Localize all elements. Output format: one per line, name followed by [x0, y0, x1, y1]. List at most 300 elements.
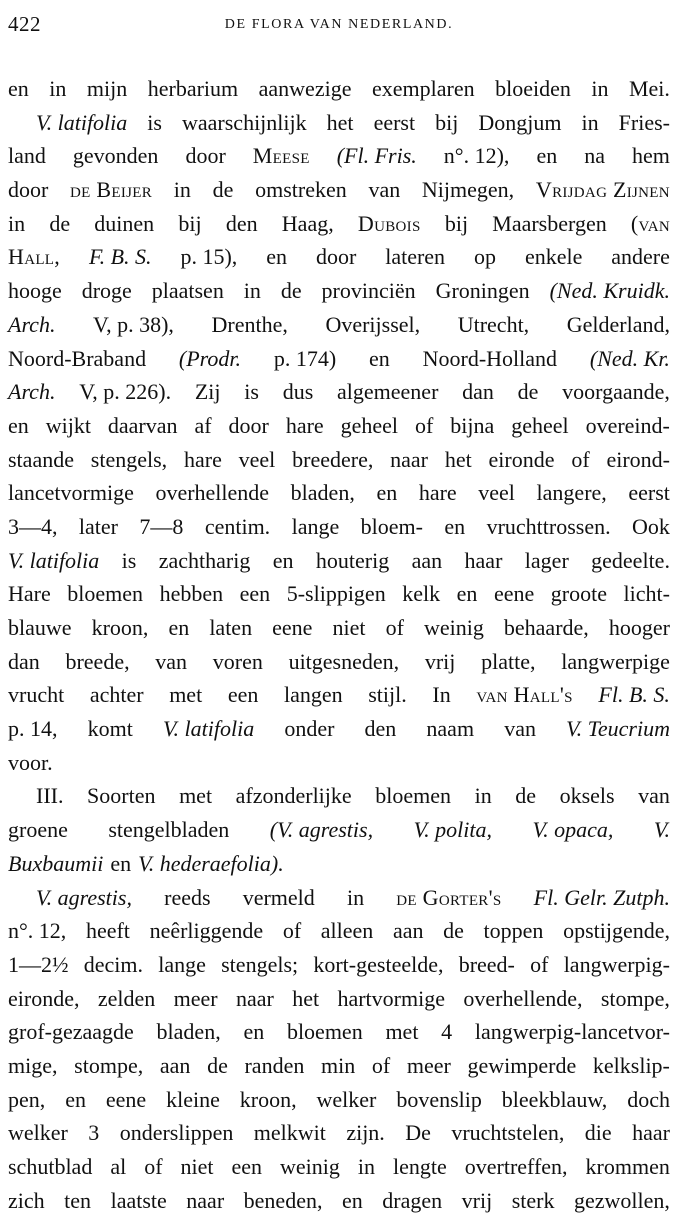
word: bovenslip: [396, 1086, 482, 1112]
word: weinig: [280, 1154, 340, 1179]
text-line: [8, 779, 670, 813]
word: 5-slippigen: [286, 581, 386, 607]
word: eerst: [628, 480, 670, 506]
word: Overijssel,: [325, 311, 421, 337]
word: eene: [105, 1086, 147, 1112]
word: den: [225, 210, 258, 236]
word: Meese: [252, 143, 310, 169]
word: vruchtstelen,: [451, 1120, 565, 1146]
word: Dubois: [357, 210, 421, 236]
word: overhellende,: [463, 985, 583, 1011]
word: ten: [64, 1187, 92, 1213]
word: veel: [478, 480, 515, 506]
word: Maarsbergen: [492, 210, 607, 236]
word: melkwit: [253, 1120, 326, 1146]
word: Hall,: [8, 244, 61, 270]
word: Ook: [632, 513, 670, 539]
word: platte,: [481, 648, 536, 674]
word: de: [49, 210, 71, 236]
body-text: [8, 72, 670, 1217]
word: of: [371, 1052, 391, 1078]
word: Dongjum: [478, 109, 562, 135]
text-line: [8, 274, 670, 308]
word: hare: [285, 412, 324, 438]
word: In: [432, 682, 451, 708]
word: land: [8, 143, 46, 169]
word: bleekblauw,: [501, 1086, 608, 1112]
word: De: [405, 1120, 431, 1146]
word: langwerpig-lancetvor-: [474, 1019, 670, 1045]
word: zijn.: [346, 1120, 385, 1146]
word: enkele: [524, 244, 583, 270]
word: later: [78, 513, 118, 539]
word: behaarde,: [503, 615, 589, 640]
word: en: [341, 1187, 363, 1213]
word: stengelbladen: [108, 817, 230, 843]
word: of: [282, 918, 302, 944]
word: haar: [632, 1120, 670, 1146]
word: hartvormige: [337, 985, 445, 1011]
word: breede,: [65, 648, 130, 674]
word: doch: [627, 1086, 670, 1112]
text-line: [8, 1184, 670, 1217]
word: reeds: [164, 884, 211, 910]
word: daarvan: [107, 412, 178, 438]
text-line: [8, 1083, 670, 1117]
word: de: [207, 1052, 228, 1078]
word: duinen: [94, 210, 155, 236]
word: en: [456, 581, 478, 607]
word: een: [239, 581, 271, 607]
text-line: [8, 106, 670, 140]
text-line: [8, 240, 670, 274]
word: welker: [316, 1086, 377, 1112]
word: bloemen: [375, 783, 452, 809]
word: krommen: [585, 1154, 670, 1179]
word: stompe,: [600, 985, 670, 1011]
text-line: [8, 443, 670, 477]
word: Fries-: [618, 109, 670, 135]
word: overhellende: [155, 480, 270, 506]
word: de Beijer: [70, 177, 153, 203]
word: V.: [653, 817, 670, 843]
word: bladen,: [156, 1019, 221, 1045]
word: lancetvormige: [8, 480, 134, 506]
text-line: [8, 611, 670, 645]
word: in: [8, 210, 26, 236]
text-line: [8, 510, 670, 544]
text-line: [8, 1116, 670, 1150]
word: en: [65, 1086, 86, 1112]
word: neêrliggende: [149, 918, 264, 944]
word: het: [292, 985, 320, 1011]
word: bloemen: [286, 1019, 363, 1045]
book-page: [8, 12, 670, 1217]
word: hare: [183, 446, 222, 472]
word: langwerpig-: [563, 951, 670, 977]
word: af: [194, 412, 212, 438]
word: is: [147, 109, 162, 135]
word: een: [231, 1154, 263, 1179]
word: op: [474, 244, 496, 270]
word: langwerpige: [561, 648, 670, 674]
word: kroon,: [239, 1086, 297, 1112]
word: kleine: [166, 1086, 220, 1112]
word: toppen: [483, 918, 544, 944]
word: V. polita,: [413, 817, 493, 843]
word: haar: [464, 547, 503, 573]
word: stengels;: [221, 951, 299, 977]
word: Buxbaumii: [8, 850, 104, 876]
word: voren: [212, 648, 263, 674]
word: Vrijdag Zijnen: [535, 177, 670, 203]
word: sterk: [511, 1187, 555, 1213]
text-line: [8, 678, 670, 712]
word: oksels: [559, 783, 615, 809]
word: is: [121, 547, 137, 573]
word: zelden: [97, 985, 156, 1011]
word: en: [243, 1019, 265, 1045]
text-line: [8, 746, 670, 780]
word: V. agrestis,: [36, 884, 132, 910]
word: onder: [284, 716, 335, 742]
word: eene: [272, 615, 313, 640]
word: p. 15),: [180, 244, 238, 270]
word: uitgesneden,: [288, 648, 400, 674]
word: V. hederaefolia).: [138, 850, 284, 876]
word: en: [536, 143, 558, 169]
word: lateren: [385, 244, 446, 270]
word: of: [144, 1154, 163, 1179]
word: hooger: [608, 615, 670, 640]
word: centim.: [204, 513, 271, 539]
word: Haag,: [281, 210, 334, 236]
word: en: [266, 244, 287, 270]
word: lengte: [392, 1154, 447, 1179]
word: groote: [550, 581, 607, 607]
word: 3—4,: [8, 513, 58, 539]
word: bij: [444, 210, 469, 236]
word: exemplaren: [371, 76, 475, 101]
word: vruchttrossen.: [486, 513, 611, 539]
word: opstijgende,: [563, 918, 670, 944]
text-line: [8, 1015, 670, 1049]
word: beneden,: [243, 1187, 323, 1213]
word: lange: [291, 513, 340, 539]
word: mige,: [8, 1052, 58, 1078]
word: en: [8, 412, 29, 438]
word: door: [8, 177, 49, 203]
word: kort-gesteelde,: [313, 951, 444, 977]
word: (Fl. Fris.: [336, 143, 417, 169]
word: bloeiden: [495, 76, 571, 101]
word: eironde,: [8, 985, 80, 1011]
word: die: [584, 1120, 612, 1146]
word: (V. agrestis,: [269, 817, 374, 843]
word: alleen: [320, 918, 374, 944]
word: hem: [632, 143, 670, 169]
word: 4: [441, 1019, 453, 1045]
word: p. 14,: [8, 716, 58, 742]
text-line: [8, 1049, 670, 1083]
word: veel: [238, 446, 276, 472]
word: komt: [87, 716, 133, 742]
word: Nijmegen,: [421, 177, 515, 203]
word: aan: [159, 1052, 191, 1078]
word: p. 174): [273, 345, 337, 371]
text-line: [8, 476, 670, 510]
word: breedere,: [292, 446, 374, 472]
word: den: [364, 716, 397, 742]
word: hebben: [159, 581, 224, 607]
word: gewimperde: [467, 1052, 577, 1078]
word: groene: [8, 817, 68, 843]
word: van: [504, 716, 536, 742]
word: herbarium: [147, 76, 239, 101]
word: licht-: [623, 581, 670, 607]
page-number: 422: [8, 12, 41, 36]
text-line: [8, 308, 670, 342]
word: hare: [418, 480, 457, 506]
word: kelk: [402, 581, 441, 607]
word: n°. 12,: [8, 918, 67, 944]
word: staande: [8, 446, 74, 472]
word: of: [571, 446, 590, 472]
text-line: [8, 173, 670, 207]
word: onderslippen: [119, 1120, 234, 1146]
text-line: [8, 813, 670, 847]
word: (Ned. Kruidk.: [549, 278, 670, 304]
word: meer: [406, 1052, 451, 1078]
word: Zij: [194, 379, 221, 405]
word: bloemen: [67, 581, 144, 607]
text-line: [8, 1150, 670, 1184]
word: een: [227, 682, 259, 708]
word: vrij: [461, 1187, 493, 1213]
word: in: [243, 278, 261, 304]
word: zachtharig: [158, 547, 251, 573]
word: droge: [81, 278, 132, 304]
word: voorgaande,: [562, 379, 670, 405]
word: V. latifolia: [8, 547, 100, 573]
word: aan: [411, 547, 443, 573]
word: de: [443, 918, 464, 944]
word: al: [110, 1154, 127, 1179]
word: achter: [89, 682, 144, 708]
running-title: DE FLORA VAN NEDERLAND.: [224, 17, 454, 32]
word: laten: [209, 615, 253, 640]
word: vrucht: [8, 682, 65, 708]
word: bijna: [450, 412, 495, 438]
word: eene: [493, 581, 535, 607]
word: Groningen: [435, 278, 530, 304]
word: weinig: [423, 615, 484, 640]
word: III.: [36, 783, 64, 809]
word: houterig: [315, 547, 390, 573]
word: lager: [524, 547, 569, 573]
word: overeind-: [585, 412, 670, 438]
word: de: [515, 783, 537, 809]
word: gedeelte.: [591, 547, 670, 573]
word: de: [280, 278, 302, 304]
text-line: [8, 72, 670, 106]
word: Gelderland,: [566, 311, 670, 337]
text-line: [8, 139, 670, 173]
word: van: [368, 177, 401, 203]
word: algemeener: [337, 379, 439, 405]
word: bij: [435, 109, 459, 135]
word: gevonden: [72, 143, 159, 169]
text-line: [8, 914, 670, 948]
word: blauwe: [8, 615, 72, 640]
word: hooge: [8, 278, 62, 304]
word: schutblad: [8, 1154, 93, 1179]
word: niet: [180, 1154, 214, 1179]
word: of: [414, 412, 434, 438]
word: dan: [8, 648, 40, 674]
word: en: [369, 345, 390, 371]
word: na: [584, 143, 605, 169]
word: eirond-: [606, 446, 670, 472]
word: met: [179, 783, 213, 809]
word: de Gorter's: [396, 884, 502, 910]
word: n°. 12),: [443, 143, 510, 169]
word: (van: [630, 210, 670, 236]
word: welker: [8, 1120, 68, 1146]
word: V. opaca,: [532, 817, 614, 843]
word: decim.: [83, 951, 143, 977]
word: mijn: [86, 76, 128, 101]
text-line: [8, 982, 670, 1016]
word: 3: [88, 1120, 100, 1146]
word: bladen,: [290, 480, 355, 506]
word: Utrecht,: [457, 311, 530, 337]
word: vermeld: [242, 884, 315, 910]
word: door: [185, 143, 226, 169]
word: afzonderlijke: [235, 783, 352, 809]
text-line: [8, 544, 670, 578]
word: in: [173, 177, 191, 203]
word: het: [326, 109, 354, 135]
word: stengels,: [90, 446, 168, 472]
word: V. Teucrium: [566, 716, 670, 742]
word: de: [517, 379, 539, 405]
word: laatste: [110, 1187, 167, 1213]
word: dragen: [382, 1187, 443, 1213]
word: aanwezige: [258, 76, 352, 101]
word: overtreffen,: [464, 1154, 568, 1179]
text-line: [8, 645, 670, 679]
word: F. B. S.: [88, 244, 152, 270]
word: eironde: [488, 446, 555, 472]
word: aan: [392, 918, 424, 944]
text-line: [8, 577, 670, 611]
word: bloem-: [360, 513, 423, 539]
word: en: [168, 615, 190, 640]
word: Drenthe,: [211, 311, 288, 337]
word: door: [228, 412, 269, 438]
word: dus: [282, 379, 314, 405]
word: in: [49, 76, 67, 101]
word: van: [638, 783, 670, 809]
word: plaatsen: [151, 278, 224, 304]
word: stompe,: [74, 1052, 144, 1078]
word: lange: [158, 951, 206, 977]
text-line: [8, 948, 670, 982]
word: of: [530, 951, 549, 977]
word: stijl.: [368, 682, 407, 708]
word: eerst: [373, 109, 416, 135]
word: grof-gezaagde: [8, 1019, 134, 1045]
word: min: [321, 1052, 356, 1078]
word: V, p. 226).: [79, 379, 172, 405]
word: meer: [173, 985, 218, 1011]
word: provinciën: [321, 278, 416, 304]
word: Noord-Holland: [422, 345, 558, 371]
word: door: [315, 244, 357, 270]
text-line: [8, 409, 670, 443]
word: pen,: [8, 1086, 46, 1112]
word: Noord-Braband: [8, 345, 147, 371]
word: Soorten: [87, 783, 156, 809]
word: 7—8: [139, 513, 184, 539]
word: naam: [426, 716, 475, 742]
word: (Prodr.: [178, 345, 242, 371]
word: zich: [8, 1187, 45, 1213]
word: andere: [611, 244, 670, 270]
word: kelkslip-: [592, 1052, 670, 1078]
word: met: [169, 682, 203, 708]
word: heeft: [85, 918, 130, 944]
text-line: [8, 207, 670, 241]
word: en: [8, 76, 29, 101]
word: en: [272, 547, 294, 573]
word: gezwollen,: [574, 1187, 670, 1213]
word: van Hall's: [476, 682, 573, 708]
word: bij: [178, 210, 202, 236]
word: Arch.: [8, 311, 56, 337]
word: niet: [332, 615, 366, 640]
word: met: [385, 1019, 419, 1045]
word: V, p. 38),: [93, 311, 174, 337]
word: in: [591, 76, 609, 101]
word: voor.: [8, 749, 53, 775]
word: en: [110, 850, 132, 876]
word: naar: [390, 446, 429, 472]
word: langere,: [536, 480, 607, 506]
word: Arch.: [8, 379, 56, 405]
word: en: [444, 513, 466, 539]
word: V. latifolia: [162, 716, 255, 742]
word: vrij: [424, 648, 456, 674]
word: dan: [462, 379, 494, 405]
text-line: [8, 375, 670, 409]
word: (Ned. Kr.: [589, 345, 670, 371]
word: wijkt: [45, 412, 91, 438]
text-line: [8, 342, 670, 376]
word: waarschijnlijk: [182, 109, 307, 135]
word: in: [581, 109, 599, 135]
word: naar: [186, 1187, 225, 1213]
word: Fl. Gelr. Zutph.: [533, 884, 670, 910]
word: kroon,: [91, 615, 149, 640]
word: in: [346, 884, 365, 910]
word: in: [474, 783, 492, 809]
word: langen: [283, 682, 343, 708]
word: het: [444, 446, 472, 472]
word: of: [385, 615, 404, 640]
word: breed-: [458, 951, 515, 977]
